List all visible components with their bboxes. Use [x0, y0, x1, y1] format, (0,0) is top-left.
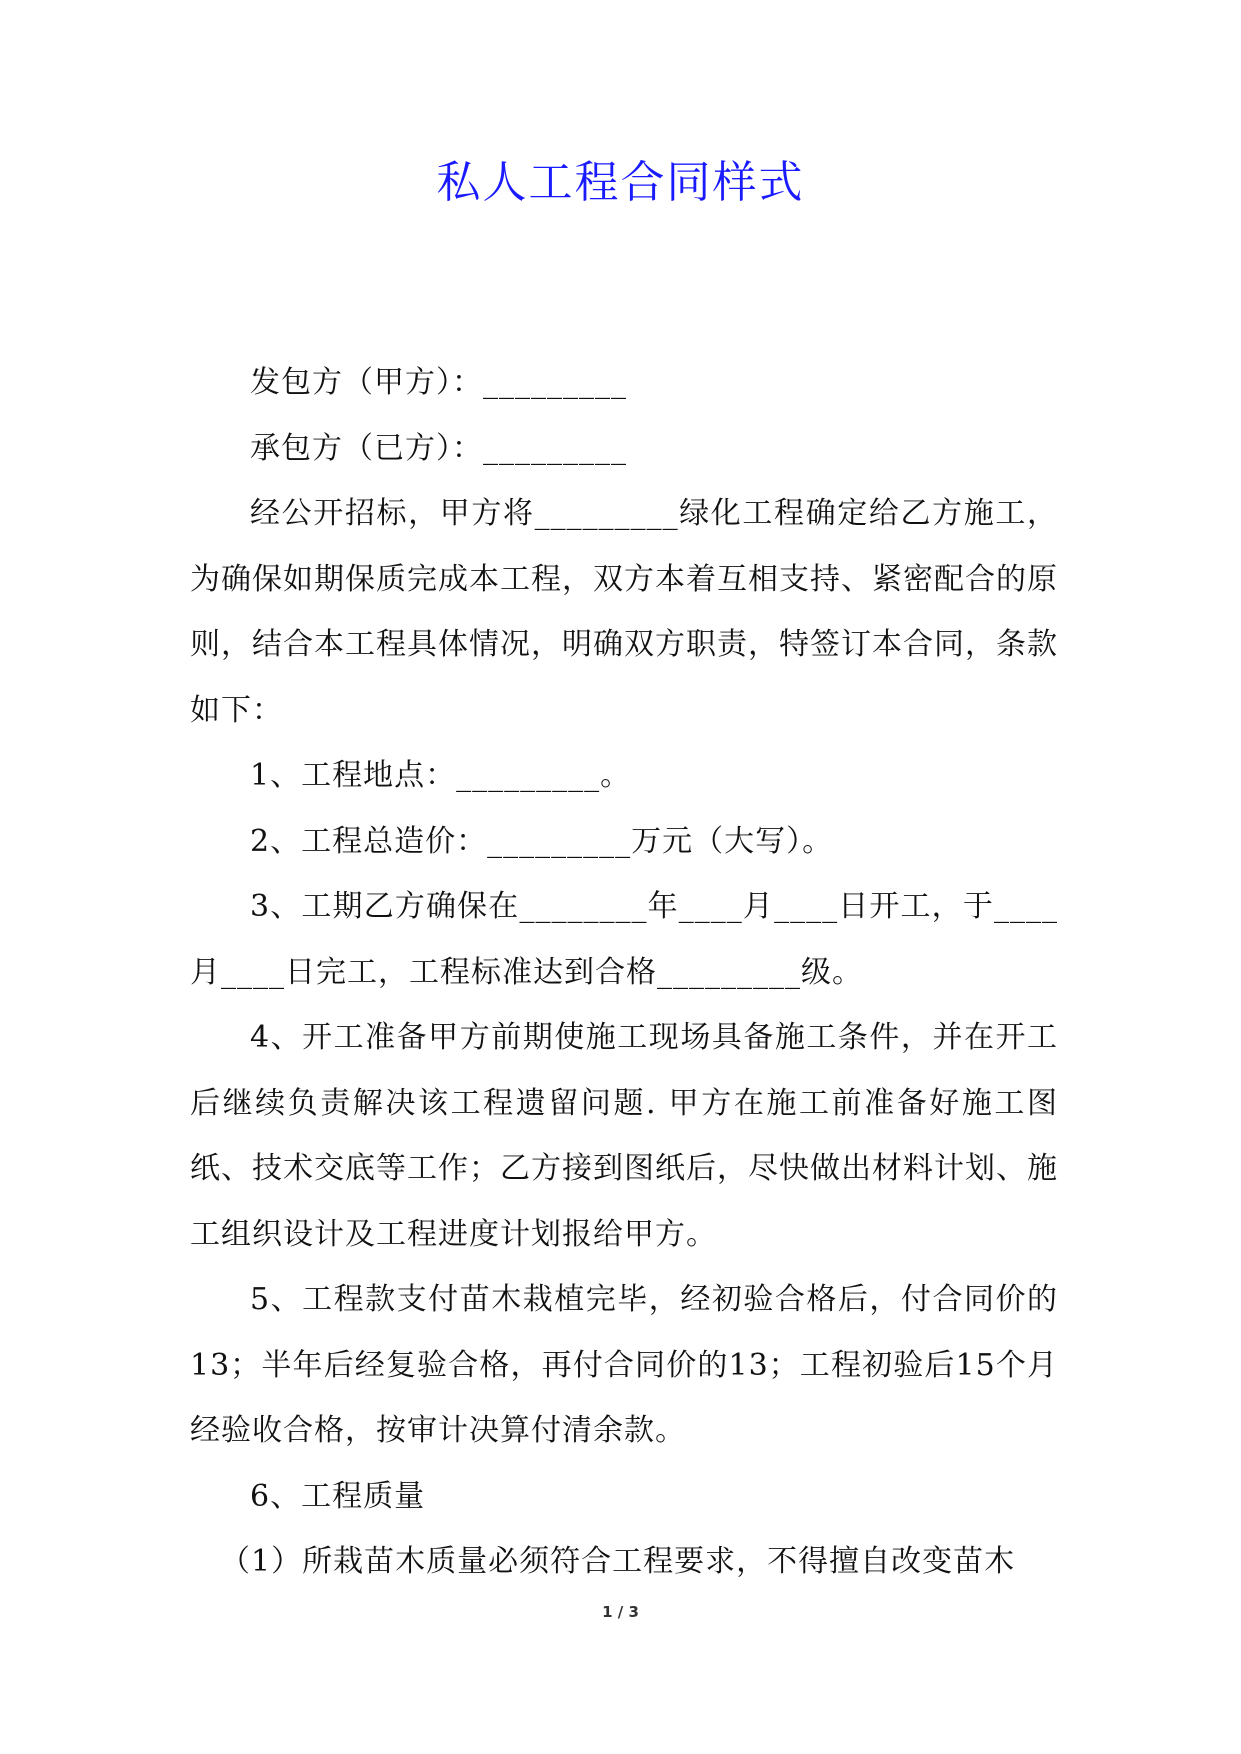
clause-total-cost: 2、工程总造价：_________万元（大写）。: [250, 823, 834, 859]
clause-quality-heading: 6、工程质量: [250, 1478, 426, 1514]
document-body: [190, 350, 1058, 1595]
clause-location: 1、工程地点：_________。: [250, 758, 632, 793]
page-number: 1 / 3: [602, 1603, 639, 1621]
clause-preparation: 4、开工准备甲方前期使施工现场具备施工条件，并在开工后继续负责解决该工程遗留问题. 甲方在施工前准备好施工图纸、技术交底等工作；乙方接到图纸后，尽快做出材料计划、施工组织设计及工程进度计划报给甲方。: [190, 1020, 1058, 1252]
party-a-line: 发包方（甲方）：_________: [250, 365, 627, 400]
clause-quality-item-1: （1）所栽苗木质量必须符合工程要求，不得擅自改变苗木: [220, 1544, 1016, 1579]
document-title: 私人工程合同样式: [436, 157, 805, 208]
party-b-line: 承包方（已方）：_________: [250, 430, 627, 466]
clause-schedule: 3、工期乙方确保在________年____月____日开工，于____月____日完工，工程标准达到合格_________级。: [190, 889, 1058, 990]
clause-payment: 5、工程款支付苗木栽植完毕，经初验合格后，付合同价的13；半年后经复验合格，再付合同价的13；工程初验后15个月经验收合格，按审计决算付清余款。: [190, 1282, 1058, 1448]
intro-paragraph: 经公开招标，甲方将_________绿化工程确定给乙方施工，为确保如期保质完成本工程，双方本着互相支持、紧密配合的原则，结合本工程具体情况，明确双方职责，特签订本合同，条款如下：: [190, 496, 1058, 728]
